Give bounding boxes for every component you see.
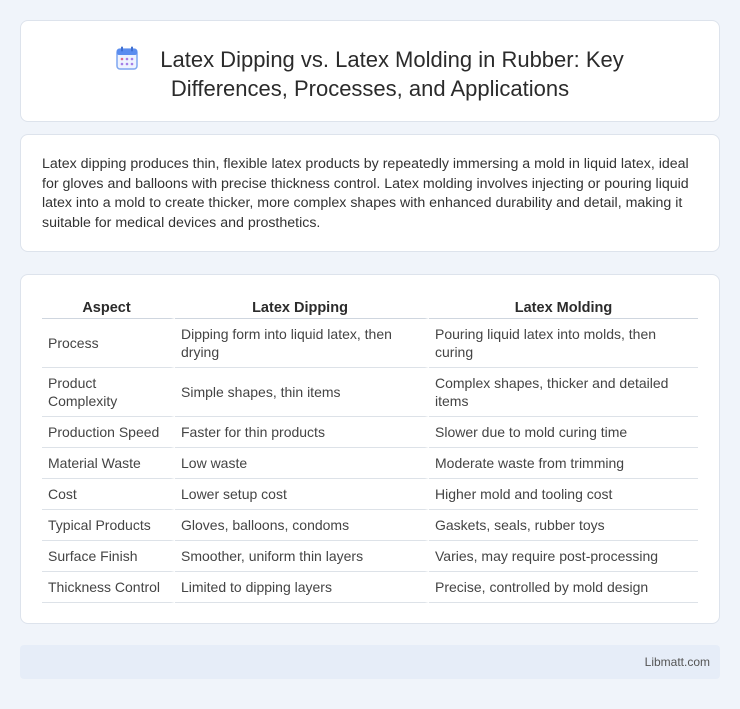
table-row <box>42 319 698 368</box>
intro-card <box>20 134 720 252</box>
table-row <box>42 417 698 448</box>
cell-dipping: Lower setup cost <box>175 479 429 510</box>
cell-dipping: Low waste <box>175 448 429 479</box>
cell-molding: Pouring liquid latex into molds, then curing <box>429 319 698 368</box>
cell-molding: Complex shapes, thicker and detailed items <box>429 368 698 417</box>
cell-dipping: Gloves, balloons, condoms <box>175 510 429 541</box>
cell-dipping: Dipping form into liquid latex, then drying <box>175 319 429 368</box>
footer-site-link[interactable]: Libmatt.com <box>644 655 710 669</box>
cell-aspect: Production Speed <box>42 417 175 448</box>
intro-paragraph: Latex dipping produces thin, flexible latex products by repeatedly immersing a mold in liquid latex, ideal for gloves and balloons with precise thickness control. Latex molding involves injecting or pouring liquid latex into a mold to create thicker, more complex shapes with enhanced durability and detail, making it suitable for medical devices and prosthetics. <box>42 156 689 231</box>
cell-molding: Higher mold and tooling cost <box>429 479 698 510</box>
header-aspect: Aspect <box>42 295 175 319</box>
table-row <box>42 541 698 572</box>
table-row <box>42 479 698 510</box>
cell-dipping: Limited to dipping layers <box>175 572 429 603</box>
cell-aspect: Product Complexity <box>42 368 175 417</box>
title-line-2: Differences, Processes, and Applications <box>170 76 570 101</box>
header-latex-molding: Latex Molding <box>429 295 698 319</box>
cell-molding: Slower due to mold curing time <box>429 417 698 448</box>
table-row <box>42 368 698 417</box>
cell-aspect: Process <box>42 319 175 368</box>
footer-bar <box>20 645 720 679</box>
cell-aspect: Surface Finish <box>42 541 175 572</box>
cell-molding: Varies, may require post-processing <box>429 541 698 572</box>
cell-dipping: Faster for thin products <box>175 417 429 448</box>
page-title <box>21 45 719 103</box>
cell-molding: Precise, controlled by mold design <box>429 572 698 603</box>
cell-aspect: Material Waste <box>42 448 175 479</box>
cell-aspect: Typical Products <box>42 510 175 541</box>
comparison-card <box>20 274 720 624</box>
cell-dipping: Smoother, uniform thin layers <box>175 541 429 572</box>
table-row <box>42 448 698 479</box>
calendar-icon <box>116 46 138 70</box>
table-row <box>42 572 698 603</box>
cell-molding: Gaskets, seals, rubber toys <box>429 510 698 541</box>
cell-molding: Moderate waste from trimming <box>429 448 698 479</box>
cell-aspect: Thickness Control <box>42 572 175 603</box>
table-row <box>42 510 698 541</box>
table-header-row <box>42 295 698 319</box>
comparison-table <box>42 295 698 603</box>
title-line-1: Latex Dipping vs. Latex Molding in Rubber: Key <box>160 47 624 72</box>
cell-dipping: Simple shapes, thin items <box>175 368 429 417</box>
title-card <box>20 20 720 122</box>
cell-aspect: Cost <box>42 479 175 510</box>
header-latex-dipping: Latex Dipping <box>175 295 429 319</box>
